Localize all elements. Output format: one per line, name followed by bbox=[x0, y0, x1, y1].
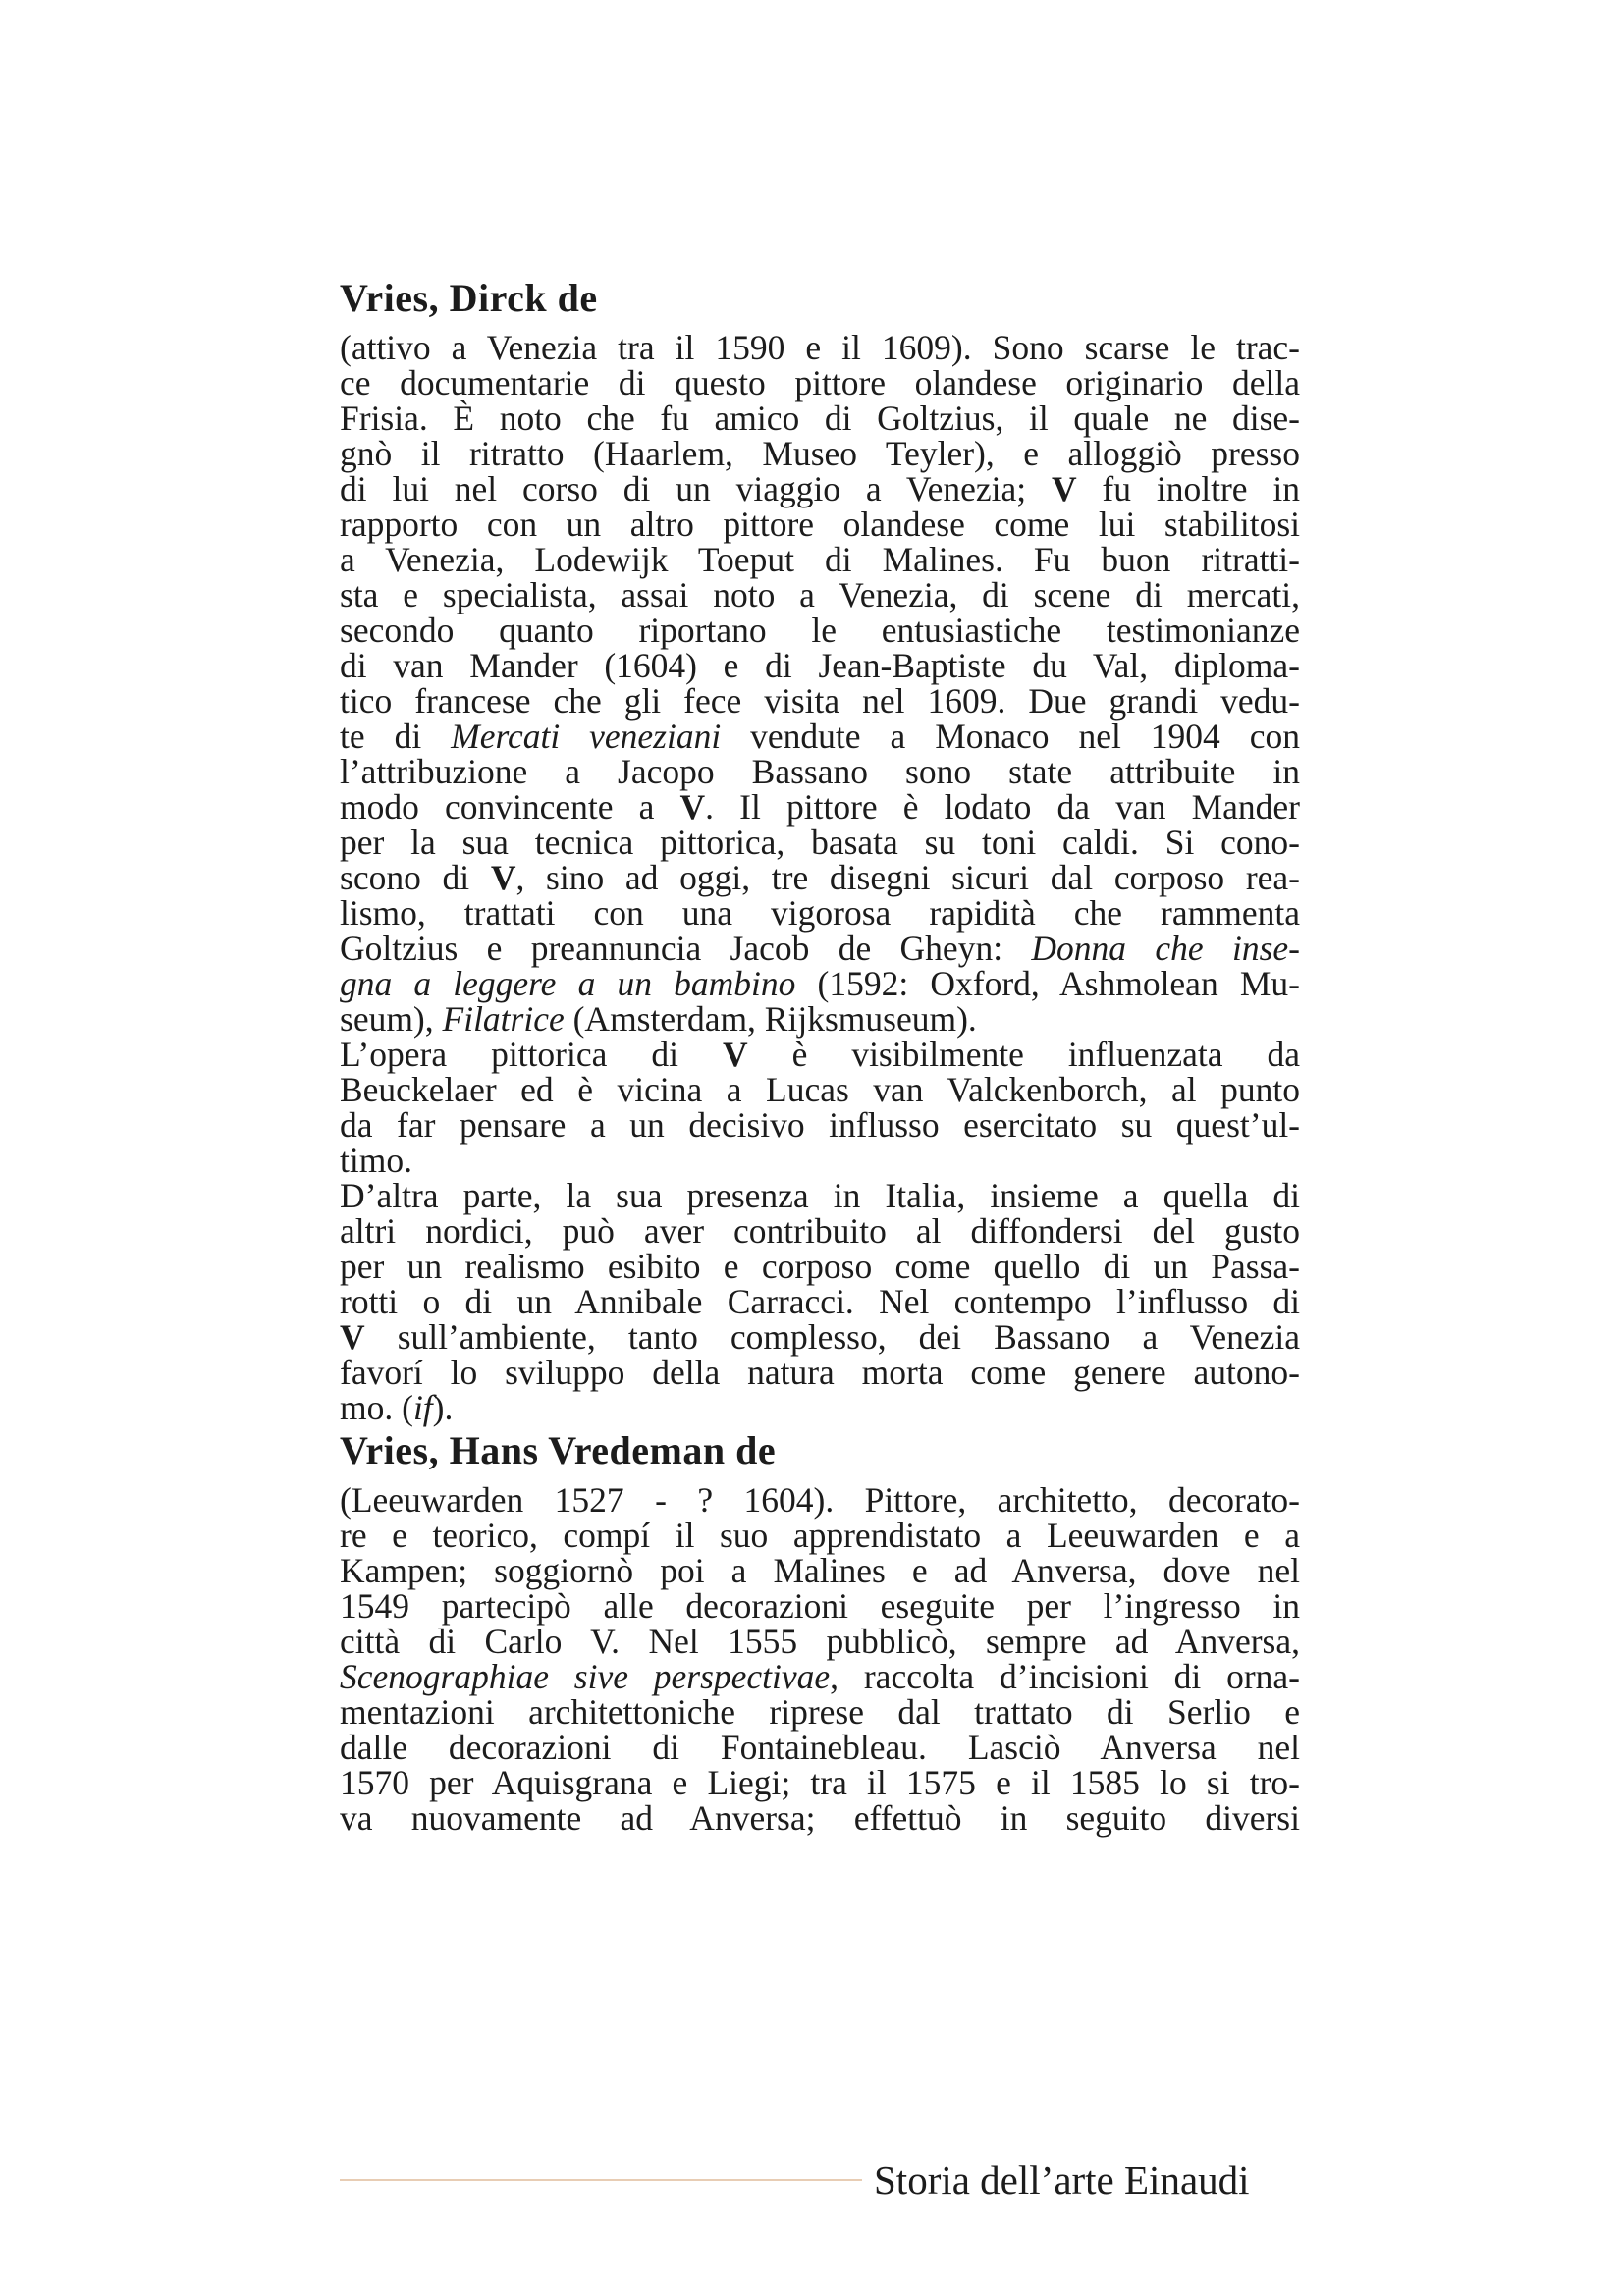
text-run: L’opera pittorica di bbox=[340, 1035, 723, 1074]
text-run: gnò il ritratto (Haarlem, Museo Teyler), e alloggiò presso bbox=[340, 434, 1300, 473]
bold-text: V bbox=[1051, 469, 1077, 508]
text-run: te di bbox=[340, 717, 452, 756]
text-run: vendute a Monaco nel 1904 con bbox=[721, 717, 1301, 756]
text-run: rotti o di un Annibale Carracci. Nel contempo l’influsso di bbox=[340, 1282, 1300, 1321]
body-line bbox=[340, 542, 1300, 577]
text-run: Beuckelaer ed è vicina a Lucas van Valckenborch, al punto bbox=[340, 1070, 1300, 1109]
text-run: Goltzius e preannuncia Jacob de Gheyn: bbox=[340, 929, 1032, 968]
text-run: dalle decorazioni di Fontainebleau. Lasciò Anversa nel bbox=[340, 1728, 1300, 1767]
text-run: altri nordici, può aver contribuito al diffondersi del gusto bbox=[340, 1211, 1300, 1251]
body-line bbox=[340, 683, 1300, 719]
body-line bbox=[340, 1107, 1300, 1143]
text-run: rapporto con un altro pittore olandese come lui stabilitosi bbox=[340, 505, 1300, 544]
body-line bbox=[340, 1249, 1300, 1284]
body-line bbox=[340, 1355, 1300, 1390]
body-line bbox=[340, 1588, 1300, 1624]
text-run: favorí lo sviluppo della natura morta come genere autono- bbox=[340, 1353, 1300, 1392]
body-line bbox=[340, 1518, 1300, 1553]
text-run: modo convincente a bbox=[340, 787, 680, 827]
text-run: seum), bbox=[340, 999, 443, 1039]
text-run: va nuovamente ad Anversa; effettuò in seguito diversi bbox=[340, 1798, 1300, 1838]
body-line bbox=[340, 1765, 1300, 1800]
italic-text: Filatrice bbox=[442, 999, 565, 1039]
body-line bbox=[340, 931, 1300, 966]
text-run: è visibilmente influenzata da bbox=[747, 1035, 1300, 1074]
text-run: . Il pittore è lodato da van Mander bbox=[705, 787, 1300, 827]
body-line bbox=[340, 1694, 1300, 1730]
body-line bbox=[340, 1482, 1300, 1518]
bold-text: V bbox=[722, 1035, 748, 1074]
body-line bbox=[340, 860, 1300, 895]
body-line bbox=[340, 1800, 1300, 1836]
body-line bbox=[340, 1659, 1300, 1694]
body-line bbox=[340, 436, 1300, 471]
body-line bbox=[340, 1001, 1300, 1037]
text-run: ce documentarie di questo pittore olandese originario della bbox=[340, 363, 1300, 402]
text-run: lismo, trattati con una vigorosa rapidità che rammenta bbox=[340, 893, 1300, 933]
text-run: città di Carlo V. Nel 1555 pubblicò, sempre ad Anversa, bbox=[340, 1622, 1300, 1661]
text-run: di van Mander (1604) e di Jean-Baptiste du Val, diploma- bbox=[340, 646, 1300, 685]
bold-text: V bbox=[679, 787, 706, 827]
italic-text: Scenographiae sive perspectivae bbox=[340, 1657, 831, 1696]
body-line bbox=[340, 1143, 1300, 1178]
text-run: (Leeuwarden 1527 - ? 1604). Pittore, architetto, decorato- bbox=[340, 1480, 1300, 1520]
text-run: scono di bbox=[340, 858, 491, 897]
italic-text: gna a leggere a un bambino bbox=[340, 964, 796, 1003]
body-line bbox=[340, 895, 1300, 931]
text-run: , sino ad oggi, tre disegni sicuri dal corposo rea- bbox=[515, 858, 1301, 897]
text-run: 1570 per Aquisgrana e Liegi; tra il 1575 e il 1585 lo si tro- bbox=[340, 1763, 1300, 1802]
text-run: l’attribuzione a Jacopo Bassano sono state attribuite in bbox=[340, 752, 1300, 791]
text-run: ). bbox=[432, 1388, 454, 1427]
italic-text: Mercati veneziani bbox=[451, 717, 722, 756]
bold-text: V bbox=[490, 858, 516, 897]
text-run: (1592: Oxford, Ashmolean Mu- bbox=[795, 964, 1300, 1003]
body-line bbox=[340, 1284, 1300, 1319]
text-run: , raccolta d’incisioni di orna- bbox=[830, 1657, 1301, 1696]
body-line bbox=[340, 1213, 1300, 1249]
text-run: (Amsterdam, Rijksmuseum). bbox=[564, 999, 977, 1039]
body-line bbox=[340, 471, 1300, 507]
text-run: da far pensare a un decisivo influsso esercitato su quest’ul- bbox=[340, 1105, 1300, 1145]
body-line bbox=[340, 719, 1300, 754]
body-line bbox=[340, 1553, 1300, 1588]
body-line bbox=[340, 577, 1300, 613]
text-run: D’altra parte, la sua presenza in Italia, insieme a quella di bbox=[340, 1176, 1300, 1215]
text-run: timo. bbox=[340, 1141, 412, 1180]
text-run: re e teorico, compí il suo apprendistato a Leeuwarden e a bbox=[340, 1516, 1300, 1555]
entry-title: Vries, Dirck de bbox=[340, 276, 598, 320]
body-line bbox=[340, 1178, 1300, 1213]
body-line bbox=[340, 400, 1300, 436]
text-run: mentazioni architettoniche riprese dal trattato di Serlio e bbox=[340, 1692, 1300, 1732]
text-run: per un realismo esibito e corposo come quello di un Passa- bbox=[340, 1247, 1300, 1286]
text-run: fu inoltre in bbox=[1076, 469, 1300, 508]
text-run: (attivo a Venezia tra il 1590 e il 1609). Sono scarse le trac- bbox=[340, 328, 1300, 367]
footer-rule bbox=[340, 2179, 862, 2181]
text-run: mo. ( bbox=[340, 1388, 413, 1427]
text-run: a Venezia, Lodewijk Toeput di Malines. Fu buon ritratti- bbox=[340, 540, 1300, 579]
body-line bbox=[340, 825, 1300, 860]
body-line bbox=[340, 966, 1300, 1001]
text-run: sull’ambiente, tanto complesso, dei Bassano a Venezia bbox=[364, 1317, 1300, 1357]
body-line bbox=[340, 1624, 1300, 1659]
body-line bbox=[340, 365, 1300, 400]
body-line bbox=[340, 1072, 1300, 1107]
italic-text: if bbox=[412, 1388, 433, 1427]
body-line bbox=[340, 1037, 1300, 1072]
body-line bbox=[340, 754, 1300, 789]
body-line bbox=[340, 1390, 1300, 1425]
body-line bbox=[340, 648, 1300, 683]
body-line bbox=[340, 1319, 1300, 1355]
entry-title: Vries, Hans Vredeman de bbox=[340, 1428, 777, 1472]
bold-text: V bbox=[340, 1317, 365, 1357]
text-run: di lui nel corso di un viaggio a Venezia; bbox=[340, 469, 1052, 508]
body-line bbox=[340, 613, 1300, 648]
text-run: Kampen; soggiornò poi a Malines e ad Anversa, dove nel bbox=[340, 1551, 1300, 1590]
body-line bbox=[340, 330, 1300, 365]
text-run: secondo quanto riportano le entusiastiche testimonianze bbox=[340, 611, 1300, 650]
text-run: sta e specialista, assai noto a Venezia, di scene di mercati, bbox=[340, 575, 1300, 614]
italic-text: Donna che inse- bbox=[1031, 929, 1300, 968]
body-line bbox=[340, 789, 1300, 825]
footer-publisher: Storia dell’arte Einaudi bbox=[874, 2158, 1250, 2203]
body-line bbox=[340, 1730, 1300, 1765]
text-run: 1549 partecipò alle decorazioni eseguite per l’ingresso in bbox=[340, 1586, 1300, 1626]
text-run: Frisia. È noto che fu amico di Goltzius, il quale ne dise- bbox=[340, 399, 1300, 438]
text-run: per la sua tecnica pittorica, basata su toni caldi. Si cono- bbox=[340, 823, 1300, 862]
body-line bbox=[340, 507, 1300, 542]
text-run: tico francese che gli fece visita nel 1609. Due grandi vedu- bbox=[340, 681, 1300, 721]
